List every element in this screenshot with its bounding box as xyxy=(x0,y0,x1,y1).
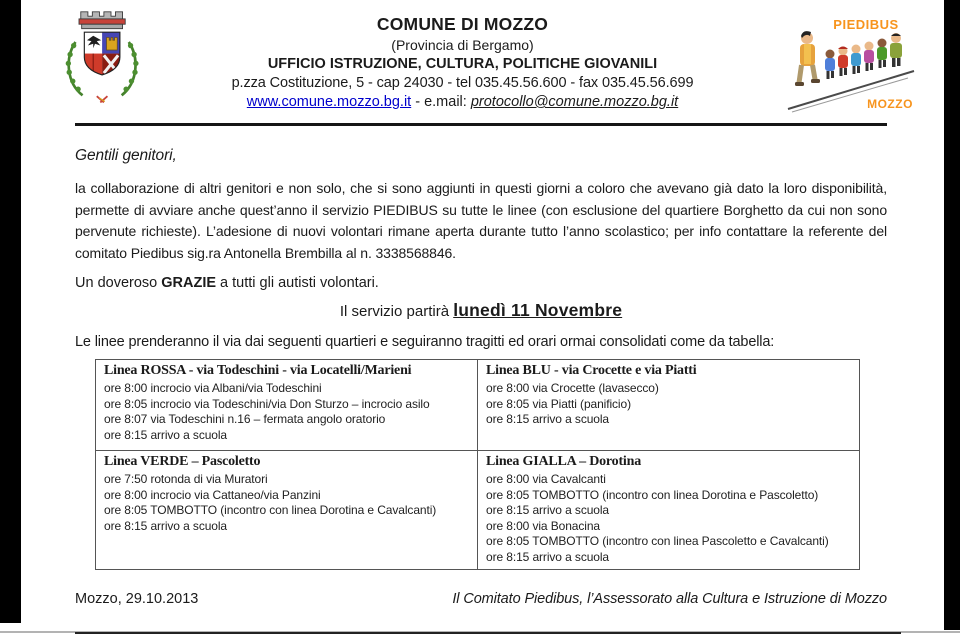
child-figure xyxy=(851,45,861,75)
main-paragraph: la collaborazione di altri genitori e non solo, che si sono aggiunti in questi giorni a coloro che avevano già dato la loro disponibilità, permette di avviare anche quest’anno il servizio PIEDIBUS su tutte le linee (con esclusione del quartiere Borghetto da cui non sono pervenute richieste). L’adesione di nuovi volontari rimane aperta durante tutto l’anno scolastico; per info contattare la referente del comitato Piedibus sig.ra Antonella Brembilla al n. 3338568846. xyxy=(75,180,887,261)
stop-line: ore 8:15 arrivo a scuola xyxy=(104,427,228,442)
document-page xyxy=(21,0,944,631)
email-label: - e.mail: xyxy=(415,94,467,110)
commune-title: COMUNE DI MOZZO xyxy=(376,14,549,34)
adult-figure xyxy=(795,31,820,86)
salutation: Gentili genitori, xyxy=(75,147,177,164)
thanks-emphasis: GRAZIE xyxy=(161,275,217,291)
child-figure xyxy=(825,50,835,80)
line-title: Linea ROSSA - via Todeschini - via Locatelli/Marieni xyxy=(104,363,412,378)
email-link[interactable]: protocollo@comune.mozzo.bg.it xyxy=(470,94,679,110)
website-link[interactable]: www.comune.mozzo.bg.it xyxy=(246,94,412,110)
service-prefix: Il servizio partirà xyxy=(339,303,454,320)
lines-timetable xyxy=(95,359,860,570)
letterhead-text xyxy=(143,8,782,110)
cell-linea-blu xyxy=(478,360,860,451)
stop-line: ore 8:05 incrocio via Todeschini/via Don Sturzo – incrocio asilo xyxy=(104,396,430,411)
letter-body xyxy=(75,147,887,634)
address-line: p.zza Costituzione, 5 - cap 24030 - tel 035.45.56.600 - fax 035.45.56.699 xyxy=(231,75,694,91)
stop-line: ore 8:05 TOMBOTTO (incontro con linea Dorotina e Pascoletto) xyxy=(486,487,819,502)
stop-line: ore 8:00 incrocio via Cattaneo/via Panzini xyxy=(104,487,321,502)
stop-line: ore 8:15 arrivo a scuola xyxy=(104,518,228,533)
table-row xyxy=(96,360,860,451)
child-figure xyxy=(877,39,887,69)
piedibus-town-label: MOZZO xyxy=(867,97,913,111)
footer-divider xyxy=(75,632,901,634)
thanks-prefix: Un doveroso xyxy=(75,275,162,291)
line-title: Linea VERDE – Pascoletto xyxy=(104,454,261,469)
table-row xyxy=(96,451,860,570)
stop-line: ore 8:00 incrocio via Albani/via Todeschini xyxy=(104,381,322,395)
stop-line: ore 8:00 via Crocette (lavasecco) xyxy=(486,381,659,395)
cell-linea-rossa xyxy=(96,360,478,451)
office-title: UFFICIO ISTRUZIONE, CULTURA, POLITICHE GIOVANILI xyxy=(267,56,658,72)
letterhead xyxy=(21,0,944,119)
child-figure xyxy=(864,42,874,72)
line-title: Linea GIALLA – Dorotina xyxy=(486,454,641,469)
tower-charge xyxy=(107,38,118,50)
stop-line: ore 8:15 arrivo a scuola xyxy=(486,412,610,426)
viewer-right-backdrop xyxy=(944,0,960,630)
mozzo-coat-of-arms xyxy=(63,8,143,108)
stop-line: ore 8:15 arrivo a scuola xyxy=(486,549,610,564)
line-title: Linea BLU - via Crocette e via Piatti xyxy=(486,363,697,378)
header-divider xyxy=(75,123,887,126)
service-start-date: lunedì 11 Novembre xyxy=(453,300,623,320)
cell-linea-gialla xyxy=(478,451,860,570)
thanks-suffix: a tutti gli autisti volontari. xyxy=(216,275,379,291)
thanks-line xyxy=(75,275,887,291)
letter-footer xyxy=(75,591,887,607)
signature: Il Comitato Piedibus, l’Assessorato alla Cultura e Istruzione di Mozzo xyxy=(452,591,887,607)
viewer-left-backdrop xyxy=(0,0,21,623)
piedibus-wordmark: PIEDIBUS xyxy=(833,17,899,32)
stop-line: ore 8:05 via Piatti (panificio) xyxy=(486,396,631,411)
date-place: Mozzo, 29.10.2013 xyxy=(75,591,199,607)
stop-line: ore 7:50 rotonda di via Muratori xyxy=(104,472,268,486)
stop-line: ore 8:15 arrivo a scuola xyxy=(486,503,610,517)
stop-line: ore 8:05 TOMBOTTO (incontro con linea Pascoletto e Cavalcanti) xyxy=(486,534,829,548)
table-intro: Le linee prenderanno il via dai seguenti quartieri e seguiranno tragitti ed orari ormai consolidati come da tabella: xyxy=(75,334,775,350)
cell-linea-verde xyxy=(96,451,478,570)
stop-line: ore 8:00 via Cavalcanti xyxy=(486,472,606,486)
stop-line: ore 8:05 TOMBOTTO (incontro con linea Dorotina e Cavalcanti) xyxy=(104,503,437,517)
child-figure xyxy=(890,33,902,67)
contact-links xyxy=(143,94,782,110)
service-start-line xyxy=(75,300,887,321)
mural-crown xyxy=(79,12,125,29)
province-subtitle: (Provincia di Bergamo) xyxy=(391,37,534,53)
child-figure xyxy=(838,47,848,77)
piedibus-logo xyxy=(786,8,918,114)
stop-line: ore 8:00 via Bonacina xyxy=(486,518,600,533)
stop-line: ore 8:07 via Todeschini n.16 – fermata angolo oratorio xyxy=(104,412,386,426)
